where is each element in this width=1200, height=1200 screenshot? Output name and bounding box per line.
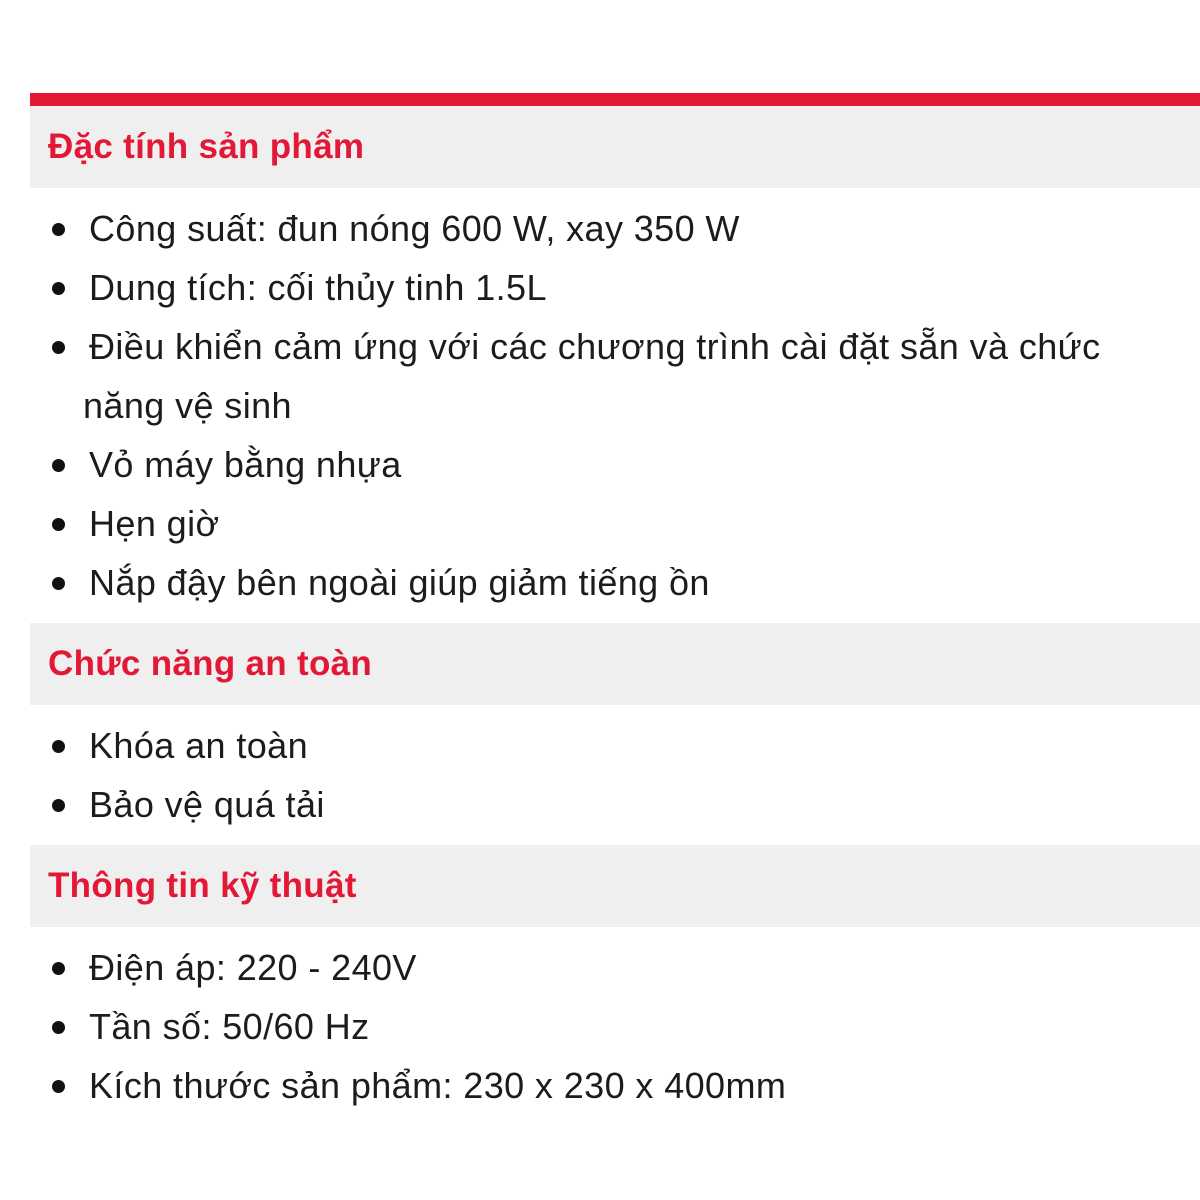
list-item: [30, 553, 1200, 612]
list-item-text-continuation: năng vệ sinh: [83, 385, 292, 426]
section-title-technical: Thông tin kỹ thuật: [48, 866, 357, 905]
bullet-icon: [52, 282, 65, 295]
list-item: [30, 258, 1200, 317]
list-item: [30, 199, 1200, 258]
list-item: [30, 1056, 1200, 1115]
list-item: [30, 716, 1200, 775]
bullet-icon: [52, 799, 65, 812]
list-item-text: Công suất: đun nóng 600 W, xay 350 W: [89, 208, 740, 249]
list-item: [30, 435, 1200, 494]
list-item-text: Dung tích: cối thủy tinh 1.5L: [89, 267, 547, 308]
section-header-technical: [30, 845, 1200, 927]
list-item-text: Tần số: 50/60 Hz: [89, 1006, 370, 1047]
list-item-text: Khóa an toàn: [89, 725, 308, 766]
list-item: [30, 997, 1200, 1056]
list-item-text: Bảo vệ quá tải: [89, 784, 325, 825]
list-item-text: Điều khiển cảm ứng với các chương trình cài đặt sẵn và chức: [89, 326, 1101, 367]
list-item: [30, 938, 1200, 997]
bullet-icon: [52, 1021, 65, 1034]
list-item: [30, 317, 1200, 435]
top-accent-bar: [30, 93, 1200, 106]
list-item: [30, 494, 1200, 553]
section-header-safety: [30, 623, 1200, 705]
bullet-icon: [52, 740, 65, 753]
bullet-icon: [52, 459, 65, 472]
list-item-text: Điện áp: 220 - 240V: [89, 947, 417, 988]
bullet-icon: [52, 577, 65, 590]
bullet-icon: [52, 962, 65, 975]
bullet-icon: [52, 518, 65, 531]
list-item-text: Nắp đậy bên ngoài giúp giảm tiếng ồn: [89, 562, 710, 603]
bullet-icon: [52, 341, 65, 354]
bullet-icon: [52, 1080, 65, 1093]
list-item-text: Vỏ máy bằng nhựa: [89, 444, 402, 485]
section-header-features: [30, 106, 1200, 188]
section-title-features: Đặc tính sản phẩm: [48, 127, 365, 166]
list-item-text: Kích thước sản phẩm: 230 x 230 x 400mm: [89, 1065, 787, 1106]
features-list: [30, 188, 1200, 623]
bullet-icon: [52, 223, 65, 236]
list-item-text: Hẹn giờ: [89, 503, 220, 544]
section-title-safety: Chức năng an toàn: [48, 644, 373, 683]
safety-list: [30, 705, 1200, 845]
list-item: [30, 775, 1200, 834]
product-spec-sheet: [30, 93, 1200, 1126]
technical-list: [30, 927, 1200, 1126]
